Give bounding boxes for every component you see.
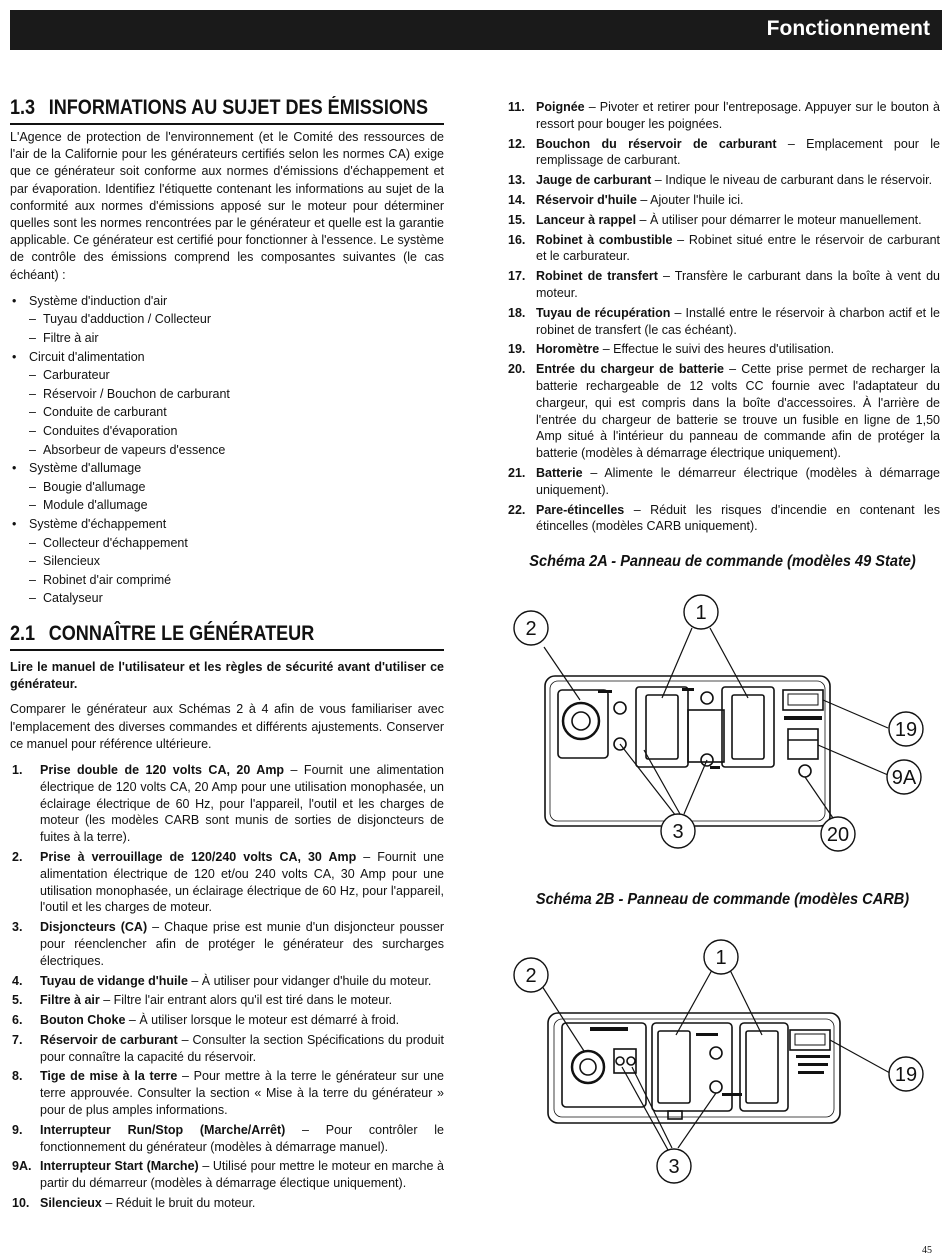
item-term: Tige de mise à la terre xyxy=(40,1069,178,1084)
item-number: 12. xyxy=(508,136,526,151)
callout-label: 1 xyxy=(695,602,707,624)
callout-label: 20 xyxy=(826,824,850,846)
item-term: Prise à verrouillage de 120/240 volts CA, 30 Amp xyxy=(40,849,357,864)
component-subitem: – Carburateur xyxy=(10,366,444,385)
leader-line xyxy=(684,760,707,814)
twist-lock-outlet xyxy=(572,1051,604,1083)
leader-line xyxy=(830,1040,890,1073)
item-number: 11. xyxy=(508,100,525,114)
emission-components-list xyxy=(10,292,444,608)
item-number: 6. xyxy=(12,1013,23,1028)
item-number: 15. xyxy=(508,212,526,227)
item-term: Robinet à combustible xyxy=(536,232,673,247)
twist-lock-box xyxy=(558,690,608,758)
intro-bold: Lire le manuel de l'utilisateur et les règles de sécurité avant d'utiliser ce générateur. xyxy=(10,659,444,692)
leader-line xyxy=(678,1093,716,1148)
component-subitem: – Absorbeur de vapeurs d'essence xyxy=(10,441,444,460)
leader-line xyxy=(730,970,762,1035)
leader-lines xyxy=(544,628,888,818)
page-number: 45 xyxy=(922,1245,932,1256)
label-mark xyxy=(682,688,694,691)
item-4 xyxy=(10,973,444,990)
label-mark xyxy=(598,690,612,693)
component-item: • Système d'allumage xyxy=(10,459,444,478)
item-number: 4. xyxy=(12,973,23,988)
item-number: 14. xyxy=(508,192,526,207)
item-6 xyxy=(10,1012,444,1029)
item-term: Réservoir d'huile xyxy=(536,192,637,207)
item-term: Horomètre xyxy=(536,342,600,357)
component-subitem: – Réservoir / Bouchon de carburant xyxy=(10,385,444,404)
item-term: Bouton Choke xyxy=(40,1013,126,1028)
item-description: – Chaque prise est munie d'un disjoncteur pousser pour réenclencher afin de protéger le générateur des surcharges électriques. xyxy=(40,920,444,968)
item-description: – Réduit les risques d'incendie en contenant les étincelles (modèles CARB uniquement). xyxy=(536,502,940,534)
item-16 xyxy=(506,232,940,266)
duplex-outlet-box xyxy=(636,687,688,767)
item-13 xyxy=(506,172,940,189)
item-description: – Utilisé pour mettre le moteur en marche à partir du démarreur (modèles à démarrage électique uniquement). xyxy=(40,1159,444,1191)
callout-label: 2 xyxy=(525,618,537,640)
gfci-outlet xyxy=(746,1031,778,1103)
label-mark xyxy=(798,1063,828,1066)
item-12 xyxy=(506,136,940,170)
item-9A xyxy=(10,1158,444,1192)
gfci-outlet xyxy=(658,1031,690,1103)
item-description: – Effectue le suivi des heures d'utilisation. xyxy=(599,342,835,357)
item-term: Interrupteur Run/Stop (Marche/Arrêt) xyxy=(40,1122,286,1137)
item-term: Filtre à air xyxy=(40,993,100,1008)
item-3 xyxy=(10,919,444,969)
section-title-text: CONNAÎTRE LE GÉNÉRATEUR xyxy=(48,621,315,645)
component-subitem: – Silencieux xyxy=(10,552,444,571)
item-11 xyxy=(506,99,940,133)
spark-arrester-tab xyxy=(668,1111,682,1119)
item-10 xyxy=(10,1195,444,1212)
item-term: Jauge de carburant xyxy=(536,173,652,188)
section-rule xyxy=(10,123,444,125)
hour-meter-display xyxy=(795,1034,825,1045)
callout-label: 3 xyxy=(672,821,684,843)
leader-line xyxy=(676,970,712,1035)
item-description: – Cette prise permet de recharger la batterie rechargeable de 12 volts CC fournie avec l'adaptateur du chargeur, qui est compris dans la boîte d'accessoires. À l'arrière de l'entrée du chargeur de batterie se trouve un fusible en ligne de 1,50 Amp situé à l'intérieur du panneau de commande afin de protéger la batterie (modèles à démarrage électrique uniquement). xyxy=(536,362,940,461)
callout-circles xyxy=(514,595,923,851)
label-mark xyxy=(696,1033,718,1036)
callout-label: 3 xyxy=(668,1156,680,1178)
twist-lock-inner xyxy=(572,712,590,730)
breaker-button xyxy=(627,1057,635,1065)
callout-label: 2 xyxy=(525,965,537,987)
item-term: Tuyau de récupération xyxy=(536,305,671,320)
item-description: – Pour contrôler le fonctionnement du générateur (modèles à démarrage manuel). xyxy=(40,1122,445,1154)
component-subitem: – Tuyau d'adduction / Collecteur xyxy=(10,310,444,329)
figure-2a-caption: Schéma 2A - Panneau de commande (modèles 49 State) xyxy=(529,553,916,570)
right-column xyxy=(506,99,940,538)
item-description: – Fournit une alimentation électrique de 120 volts CA, 20 Amp pour une utilisation monophasée, un éclairage électrique de 60 Hz, pour l'appareil, l'outil et les charges de moteur (les modèles CARB sont munis de sorties de disjoncteurs de fuites à la terre). xyxy=(40,762,444,845)
label-mark xyxy=(722,1093,742,1096)
callout-label: 19 xyxy=(894,719,918,741)
item-description: – Réduit le bruit du moteur. xyxy=(101,1196,256,1211)
item-number: 7. xyxy=(12,1032,23,1047)
item-number: 21. xyxy=(508,465,526,480)
item-8 xyxy=(10,1068,444,1118)
label-mark xyxy=(798,1071,824,1074)
component-item: • Circuit d'alimentation xyxy=(10,348,444,367)
duplex-outlet xyxy=(646,695,678,759)
header-title: Fonctionnement xyxy=(766,17,930,40)
twist-lock-inner xyxy=(580,1059,596,1075)
component-item: • Système d'échappement xyxy=(10,515,444,534)
item-7 xyxy=(10,1032,444,1066)
item-term: Bouchon du réservoir de carburant xyxy=(536,136,777,151)
duplex-outlet-box xyxy=(722,687,774,767)
component-subitem: – Robinet d'air comprimé xyxy=(10,571,444,590)
item-number: 9. xyxy=(12,1122,23,1137)
section-title-text: INFORMATIONS AU SUJET DES ÉMISSIONS xyxy=(48,96,429,119)
hour-meter xyxy=(783,690,823,710)
component-subitem: – Bougie d'allumage xyxy=(10,478,444,497)
item-description: – Pour mettre à la terre le générateur sur une terre approuvée. Consulter la section « Mise à la terre du générateur » pour de plus amples informations. xyxy=(40,1069,444,1118)
item-term: Lanceur à rappel xyxy=(536,212,637,227)
item-term: Disjoncteurs (CA) xyxy=(40,920,148,935)
item-18 xyxy=(506,305,940,339)
breaker-button xyxy=(710,1081,722,1093)
leader-line xyxy=(544,647,580,700)
item-description: – Ajouter l'huile ici. xyxy=(636,192,744,207)
item-number: 13. xyxy=(508,173,526,188)
section-rule xyxy=(10,649,444,651)
item-description: – Emplacement pour le remplissage de carburant. xyxy=(536,136,940,168)
item-term: Poignée xyxy=(536,100,585,114)
label-mark xyxy=(590,1027,628,1031)
component-subitem: – Conduites d'évaporation xyxy=(10,422,444,441)
item-term: Pare-étincelles xyxy=(536,502,625,517)
duplex-outlet xyxy=(732,695,764,759)
section-number: 1.3 xyxy=(10,96,36,119)
duplex-outlet-box xyxy=(740,1023,788,1111)
item-term: Batterie xyxy=(536,465,583,480)
callout-label: 19 xyxy=(894,1064,918,1086)
figure-2b-caption: Schéma 2B - Panneau de commande (modèles CARB) xyxy=(535,891,910,908)
component-subitem: – Filtre à air xyxy=(10,329,444,348)
item-15 xyxy=(506,212,940,229)
item-term: Interrupteur Start (Marche) xyxy=(40,1159,199,1174)
item-14 xyxy=(506,192,940,209)
section-number: 2.1 xyxy=(10,621,36,645)
item-number: 8. xyxy=(12,1069,23,1084)
figure-2b-control-panel xyxy=(500,935,940,1185)
item-number: 5. xyxy=(12,993,23,1008)
charger-input xyxy=(799,765,811,777)
item-number: 22. xyxy=(508,502,526,517)
item-term: Réservoir de carburant xyxy=(40,1032,178,1047)
item-number: 17. xyxy=(508,269,526,284)
callout-label: 1 xyxy=(715,947,727,969)
item-description: – Indique le niveau de carburant dans le réservoir. xyxy=(651,173,933,188)
item-description: – Fournit une alimentation électrique de 120 et/ou 240 volts CA, 30 Amp pour une utilisation monophasée, un éclairage électrique de 60 Hz, pour l'appareil, l'outil et les charges de moteur. xyxy=(40,849,444,915)
item-number: 18. xyxy=(508,305,526,320)
item-number: 9A. xyxy=(12,1159,32,1174)
hour-meter-display xyxy=(788,694,818,705)
duplex-outlet-box xyxy=(652,1023,732,1111)
item-17 xyxy=(506,268,940,302)
item-description: – Pivoter et retirer pour l'entreposage. Appuyer sur le bouton à ressort pour bouger les poignées. xyxy=(536,100,940,131)
item-term: Tuyau de vidange d'huile xyxy=(40,973,188,988)
breaker-button xyxy=(616,1057,624,1065)
item-5 xyxy=(10,992,444,1009)
callout-label: 9A xyxy=(891,767,917,789)
item-number: 1. xyxy=(12,762,23,777)
start-switch xyxy=(788,729,818,759)
hour-meter xyxy=(790,1030,830,1050)
figure-2a-control-panel xyxy=(500,590,940,860)
component-subitem: – Collecteur d'échappement xyxy=(10,534,444,553)
item-description: – À utiliser pour vidanger d'huile du moteur. xyxy=(187,973,432,988)
item-description: – Installé entre le réservoir à charbon actif et le robinet de transfert (le cas échéant). xyxy=(536,305,940,337)
emissions-paragraph: L'Agence de protection de l'environnement (et le Comité des ressources de l'air de la Californie pour les générateurs certifiés selon les normes CA) exige que ce générateur soit conforme aux normes d'émissions d'échappement et par évaporation. Identifiez l'étiquette contenant les informations au sujet de la conformité aux normes d'émissions apposé sur le moteur pour déterminer quelles sont les normes rencontrées par le générateur et quelle est la garantie applicable. Ce générateur est certifié pour fonctionner à l'essence. Le système de contrôle des émissions comprend les composantes suivantes (le cas échéant) : xyxy=(10,130,444,282)
leader-line xyxy=(622,1067,668,1150)
item-term: Entrée du chargeur de batterie xyxy=(536,362,724,377)
twist-lock-outlet xyxy=(563,703,599,739)
item-number: 16. xyxy=(508,232,526,247)
breaker-button xyxy=(710,1047,722,1059)
item-number: 19. xyxy=(508,342,526,357)
item-description: – Transfère le carburant dans la boîte à vent du moteur. xyxy=(536,269,941,300)
leader-line xyxy=(620,744,676,816)
section-2-1-title xyxy=(10,622,383,646)
leader-line xyxy=(818,745,888,775)
item-description: – Alimente le démarreur électrique (modèles à démarrage uniquement). xyxy=(536,465,940,497)
item-description: – Consulter la section Spécifications du produit pour connaître la capacité du réservoir. xyxy=(40,1032,444,1064)
items-list-right xyxy=(506,99,940,535)
item-description: – À utiliser pour démarrer le moteur manuellement. xyxy=(636,212,922,227)
component-subitem: – Module d'allumage xyxy=(10,496,444,515)
item-number: 3. xyxy=(12,920,23,935)
callout-labels xyxy=(525,947,917,1178)
item-9 xyxy=(10,1122,444,1156)
item-description: – Robinet situé entre le réservoir de carburant et le carburateur. xyxy=(536,232,940,264)
breaker-button xyxy=(701,692,713,704)
component-subitem: – Conduite de carburant xyxy=(10,403,444,422)
section-1-3-title xyxy=(10,96,429,120)
item-number: 2. xyxy=(12,849,23,864)
item-20 xyxy=(506,361,940,462)
item-term: Prise double de 120 volts CA, 20 Amp xyxy=(40,762,285,777)
item-19 xyxy=(506,341,940,358)
intro-paragraph: Comparer le générateur aux Schémas 2 à 4 afin de vous familiariser avec l'emplacement des diverses commandes et différents ajustements. Conserver ce manuel pour référence ultérieure. xyxy=(10,702,444,751)
item-description: – Filtre l'air entrant alors qu'il est tiré dans le moteur. xyxy=(99,993,393,1008)
callout-circles xyxy=(514,940,923,1183)
item-term: Silencieux xyxy=(40,1196,102,1211)
item-2 xyxy=(10,849,444,916)
leader-line xyxy=(805,777,833,818)
label-mark xyxy=(710,766,720,769)
left-column xyxy=(10,96,444,1215)
item-term: Robinet de transfert xyxy=(536,269,658,284)
label-mark xyxy=(784,716,822,720)
item-21 xyxy=(506,465,940,499)
item-1 xyxy=(10,762,444,846)
item-number: 10. xyxy=(12,1196,30,1211)
item-description: – À utiliser lorsque le moteur est démarré à froid. xyxy=(125,1013,400,1028)
item-number: 20. xyxy=(508,362,526,377)
component-item: • Système d'induction d'air xyxy=(10,292,444,311)
label-mark xyxy=(796,1055,830,1058)
items-list-left xyxy=(10,762,444,1212)
item-22 xyxy=(506,502,940,536)
header-bar xyxy=(10,10,942,50)
leader-line xyxy=(823,700,888,728)
component-subitem: – Catalyseur xyxy=(10,589,444,608)
breaker-button xyxy=(614,702,626,714)
